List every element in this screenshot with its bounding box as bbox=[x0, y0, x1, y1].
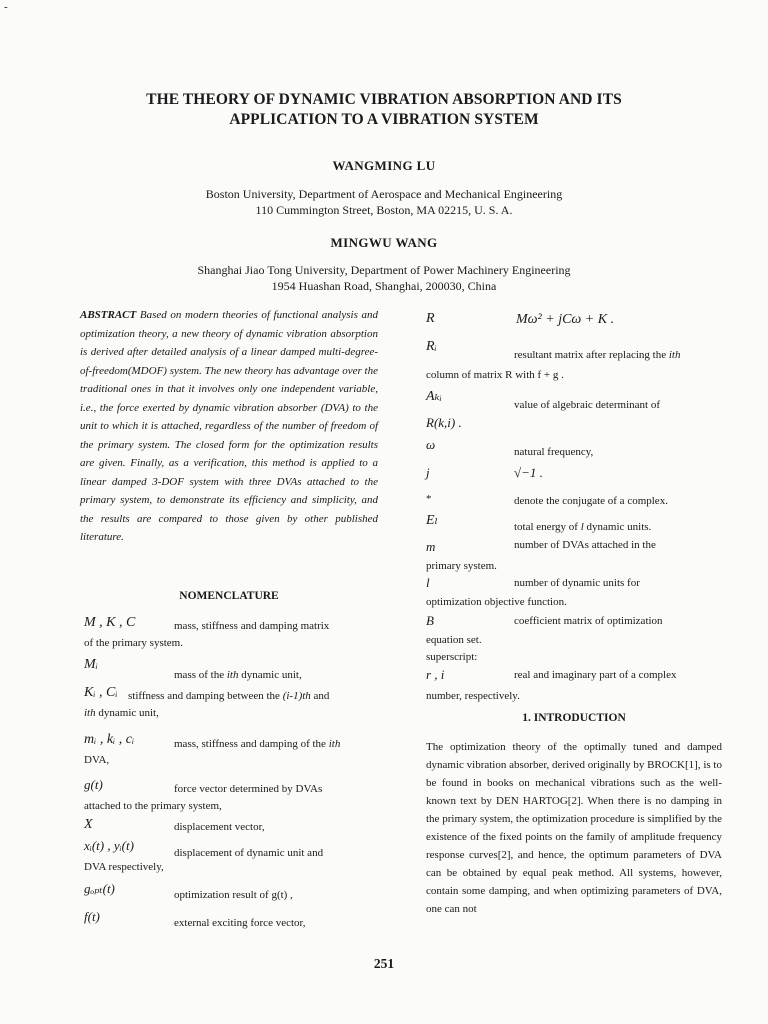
nomen-desc-cont: attached to the primary system, bbox=[84, 800, 222, 812]
title-line-1: THE THEORY OF DYNAMIC VIBRATION ABSORPTION AND ITS bbox=[146, 91, 622, 108]
nomen-desc: mass, stiffness and damping of the ith bbox=[174, 738, 341, 750]
nomen-desc-cont: DVA, bbox=[84, 754, 110, 766]
nomen-item bbox=[426, 614, 726, 647]
nomen-item bbox=[84, 733, 384, 767]
nomen-desc: force vector determined by DVAs bbox=[174, 783, 323, 795]
nomen-desc-cont: of the primary system. bbox=[84, 637, 183, 649]
paper-title bbox=[60, 90, 708, 130]
nomen-symbol: R bbox=[426, 311, 435, 326]
affiliation-2-line-1: Shanghai Jiao Tong University, Department of Power Machinery Engineering bbox=[197, 263, 571, 277]
nomen-item bbox=[84, 818, 384, 832]
nomen-desc: √−1 . bbox=[514, 465, 543, 480]
nomen-symbol: mᵢ , kᵢ , cᵢ bbox=[84, 732, 135, 747]
nomen-symbol: Eₗ bbox=[426, 513, 438, 528]
nomenclature-heading: NOMENCLATURE bbox=[179, 590, 279, 602]
nomen-item bbox=[426, 576, 726, 609]
nomen-item bbox=[84, 616, 384, 650]
nomen-desc-cont: equation set. bbox=[426, 634, 482, 646]
nomen-item bbox=[84, 881, 384, 901]
nomen-symbol: Aₖᵢ bbox=[426, 389, 442, 404]
nomen-desc: mass, stiffness and damping matrix bbox=[174, 620, 330, 632]
abstract-text: Based on modern theories of functional analysis and optimization theory, a new theory of dynamic vibration absorption is derived after detailed analysis of a linear damped multi-degree-of-freedom(MDOF) system. The new theory has advantage over the traditional ones in that it involves only one independent variable, i.e., the force exerted by dynamic vibration absorber (DVA) to the unit to which it is attached, regardless of the number of freedom of the primary system. The closed form for the optimization results are given. Finally, as a verification, this method is applied to a linear damped 3-DOF system with three DVAs attached to the primary system, to demonstrate its efficiency and simplicity, and the results are compared to those given by other published literature. bbox=[80, 309, 378, 543]
affiliation-1-line-1: Boston University, Department of Aerospace and Mechanical Engineering bbox=[205, 187, 563, 201]
nomen-symbol: X bbox=[84, 817, 93, 832]
nomen-desc-cont: number, respectively. bbox=[426, 690, 520, 702]
nomen-item bbox=[426, 650, 726, 664]
affiliation-1 bbox=[0, 186, 768, 218]
nomen-symbol: B bbox=[426, 613, 434, 628]
nomen-desc: natural frequency, bbox=[514, 446, 594, 458]
nomen-desc: stiffness and damping between the (i-1)th and bbox=[128, 690, 330, 702]
nomen-item bbox=[426, 312, 726, 326]
nomen-desc: number of dynamic units for bbox=[514, 577, 640, 589]
nomen-symbol: m bbox=[426, 539, 436, 554]
nomen-item bbox=[426, 437, 726, 458]
author-2: MINGWU WANG bbox=[330, 235, 438, 250]
nomen-symbol: Mᵢ bbox=[84, 657, 98, 672]
nomen-desc: value of algebraic determinant of bbox=[514, 399, 660, 411]
nomen-item bbox=[84, 657, 384, 681]
nomen-item bbox=[84, 909, 384, 929]
nomen-item bbox=[426, 540, 726, 573]
nomen-item bbox=[426, 492, 726, 506]
nomen-item bbox=[426, 390, 726, 430]
nomen-desc: displacement vector, bbox=[174, 821, 265, 833]
nomen-desc: external exciting force vector, bbox=[174, 917, 306, 929]
author-1: WANGMING LU bbox=[332, 158, 436, 173]
abstract-block bbox=[80, 306, 378, 547]
nomen-symbol: f(t) bbox=[84, 909, 100, 924]
nomen-desc: coefficient matrix of optimization bbox=[514, 615, 663, 627]
nomen-symbol: l bbox=[426, 575, 430, 590]
introduction-text: The optimization theory of the optimally tuned and damped dynamic vibration absorber, derived originally by BROCK[1], is to be found in books on mechanical vibrations such as the well-known text by DEN HARTOG[2]. When there is no damping in the primary system, the optimization procedure is simplified by the existence of the fixed points on the family of amplitude frequency response curves[2], and hence, the optimum parameters of DVA can be obtained by equal peak method. All systems, however, contain some damping, and when optimizing parameters of DVA, one can not bbox=[426, 741, 722, 915]
nomen-symbol: * bbox=[426, 493, 432, 505]
nomen-desc-cont: R(k,i) . bbox=[426, 415, 462, 430]
nomen-desc-cont: DVA respectively, bbox=[84, 861, 164, 873]
affiliation-1-line-2: 110 Cummington Street, Boston, MA 02215, U. S. A. bbox=[255, 203, 513, 217]
nomen-desc: real and imaginary part of a complex bbox=[514, 669, 677, 681]
nomen-symbol: xᵢ(t) , yᵢ(t) bbox=[84, 838, 134, 853]
nomen-symbol: superscript: bbox=[426, 651, 478, 663]
abstract bbox=[80, 306, 378, 547]
introduction-heading: 1. INTRODUCTION bbox=[522, 712, 626, 724]
nomen-item bbox=[84, 778, 384, 813]
nomen-desc: number of DVAs attached in the bbox=[514, 539, 656, 551]
nomen-desc: mass of the ith dynamic unit, bbox=[174, 669, 302, 681]
nomen-desc: optimization result of g(t) , bbox=[174, 889, 293, 901]
nomen-desc-cont: optimization objective function. bbox=[426, 596, 567, 608]
nomen-item bbox=[426, 668, 726, 703]
abstract-label: ABSTRACT bbox=[80, 309, 137, 321]
nomen-desc-cont: column of matrix R with f + g . bbox=[426, 369, 564, 381]
nomen-symbol: j bbox=[426, 465, 430, 480]
corner-mark: - bbox=[4, 1, 8, 13]
nomen-symbol: ω bbox=[426, 437, 436, 452]
nomen-item bbox=[84, 839, 384, 874]
affiliation-2-line-2: 1954 Huashan Road, Shanghai, 200030, China bbox=[271, 279, 497, 293]
nomen-desc-cont: ith dynamic unit, bbox=[84, 707, 159, 719]
nomen-desc: displacement of dynamic unit and bbox=[174, 847, 324, 859]
nomen-desc: total energy of l dynamic units. bbox=[514, 521, 652, 533]
nomen-item bbox=[426, 513, 726, 533]
title-line-2: APPLICATION TO A VIBRATION SYSTEM bbox=[229, 111, 539, 128]
affiliation-2 bbox=[0, 262, 768, 294]
nomen-desc: resultant matrix after replacing the ith bbox=[514, 349, 681, 361]
nomen-item bbox=[426, 340, 726, 382]
nomen-desc: denote the conjugate of a complex. bbox=[514, 495, 668, 507]
page-number: 251 bbox=[373, 956, 395, 971]
nomen-symbol: Rᵢ bbox=[426, 339, 437, 354]
nomen-desc: Mω² + jCω + K . bbox=[516, 312, 615, 327]
nomen-symbol: gₒₚₜ(t) bbox=[84, 881, 115, 896]
nomen-symbol: Kᵢ , Cᵢ bbox=[84, 685, 118, 700]
nomen-symbol: r , i bbox=[426, 667, 445, 682]
nomen-item bbox=[84, 686, 384, 720]
nomen-desc-cont: primary system. bbox=[426, 560, 497, 572]
nomen-symbol: g(t) bbox=[84, 777, 103, 792]
nomen-symbol: M , K , C bbox=[84, 615, 136, 630]
nomen-item bbox=[426, 466, 726, 481]
